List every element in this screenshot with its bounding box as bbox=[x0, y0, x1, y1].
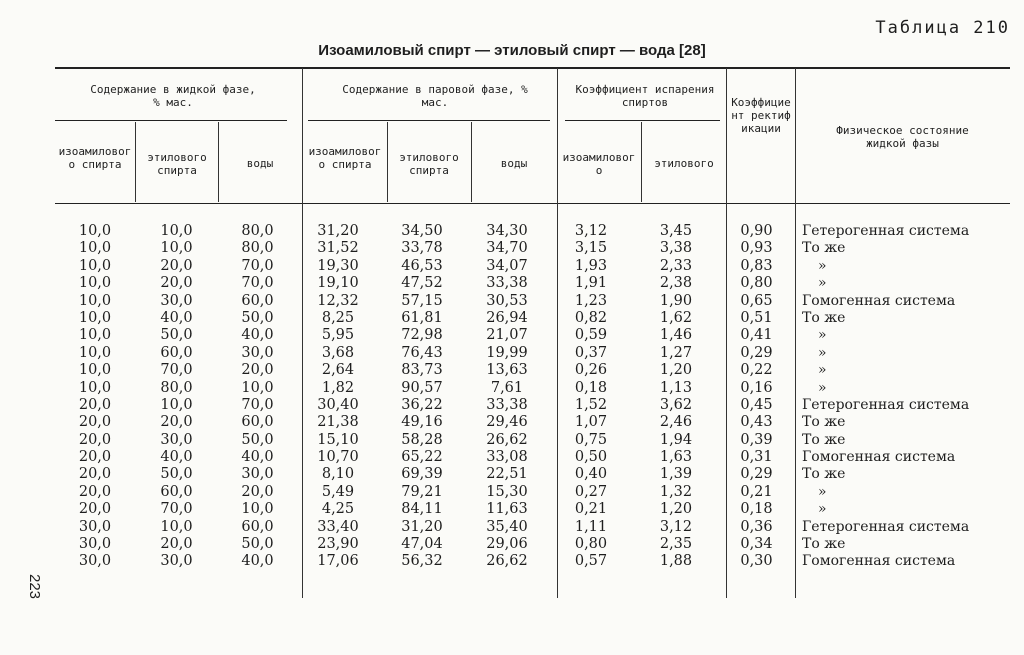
cell-liquid-isoamyl: 30,0 bbox=[78, 536, 112, 553]
header-liquid-ethyl: этилового спирта bbox=[147, 151, 207, 177]
cell-vapor-ethyl: 57,15 bbox=[401, 292, 443, 309]
cell-vapor-water: 26,62 bbox=[486, 431, 528, 448]
cell-vapor-water: 33,08 bbox=[486, 449, 528, 466]
header-evap-ethyl: этилового bbox=[654, 157, 714, 170]
group-rule-vapor bbox=[308, 120, 550, 121]
cell-state: » bbox=[818, 483, 827, 500]
cell-state: То же bbox=[802, 431, 846, 448]
cell-evap-ethyl: 2,35 bbox=[659, 536, 693, 553]
cell-vapor-ethyl: 84,11 bbox=[401, 501, 443, 518]
cell-vapor-isoamyl: 31,20 bbox=[317, 223, 359, 239]
cell-vapor-water: 35,40 bbox=[486, 518, 528, 535]
cell-evap-ethyl: 1,90 bbox=[659, 292, 693, 309]
cell-liquid-ethyl: 20,0 bbox=[160, 414, 193, 431]
cell-liquid-water: 20,0 bbox=[241, 362, 274, 379]
cell-evap-isoamyl: 3,12 bbox=[574, 223, 608, 239]
cell-vapor-water: 29,06 bbox=[486, 536, 528, 553]
cell-evap-ethyl: 3,45 bbox=[659, 223, 693, 239]
cell-rectification: 0,21 bbox=[740, 483, 773, 500]
cell-vapor-ethyl: 61,81 bbox=[401, 309, 443, 326]
cell-liquid-isoamyl: 20,0 bbox=[78, 501, 112, 518]
cell-liquid-isoamyl: 10,0 bbox=[78, 223, 112, 239]
cell-evap-ethyl: 2,46 bbox=[659, 414, 693, 431]
cell-liquid-water: 70,0 bbox=[241, 275, 274, 292]
cell-vapor-ethyl: 31,20 bbox=[401, 518, 443, 535]
cell-rectification: 0,93 bbox=[740, 240, 773, 257]
cell-liquid-water: 60,0 bbox=[241, 292, 274, 309]
cell-evap-isoamyl: 0,57 bbox=[574, 553, 608, 570]
cell-liquid-water: 40,0 bbox=[241, 327, 274, 344]
cell-liquid-water: 40,0 bbox=[241, 449, 274, 466]
cell-rectification: 0,16 bbox=[740, 379, 773, 396]
top-rule bbox=[55, 67, 1010, 69]
cell-vapor-water: 29,46 bbox=[486, 414, 528, 431]
cell-state: » bbox=[818, 257, 827, 274]
header-rectification: Коэффициент ректификации bbox=[731, 96, 791, 135]
cell-evap-isoamyl: 0,82 bbox=[574, 309, 608, 326]
cell-evap-ethyl: 1,94 bbox=[659, 431, 693, 448]
cell-liquid-ethyl: 10,0 bbox=[160, 240, 193, 257]
cell-liquid-isoamyl: 10,0 bbox=[78, 362, 112, 379]
cell-liquid-water: 20,0 bbox=[241, 483, 274, 500]
cell-liquid-isoamyl: 10,0 bbox=[78, 309, 112, 326]
cell-rectification: 0,29 bbox=[740, 466, 773, 483]
cell-vapor-water: 34,07 bbox=[486, 257, 528, 274]
cell-liquid-ethyl: 30,0 bbox=[160, 553, 193, 570]
cell-evap-ethyl: 1,62 bbox=[659, 309, 693, 326]
cell-state: Гомогенная система bbox=[802, 292, 956, 309]
cell-vapor-water: 19,99 bbox=[486, 344, 528, 361]
cell-vapor-isoamyl: 33,40 bbox=[317, 518, 359, 535]
cell-liquid-ethyl: 20,0 bbox=[160, 257, 193, 274]
cell-evap-isoamyl: 0,80 bbox=[574, 536, 608, 553]
cell-evap-ethyl: 1,32 bbox=[659, 483, 693, 500]
cell-liquid-water: 50,0 bbox=[241, 431, 274, 448]
cell-liquid-water: 70,0 bbox=[241, 257, 274, 274]
cell-vapor-water: 33,38 bbox=[486, 396, 528, 413]
cell-vapor-water: 22,51 bbox=[486, 466, 528, 483]
cell-vapor-isoamyl: 19,10 bbox=[317, 275, 359, 292]
cell-liquid-water: 60,0 bbox=[241, 414, 274, 431]
cell-vapor-ethyl: 90,57 bbox=[401, 379, 443, 396]
cell-vapor-ethyl: 49,16 bbox=[401, 414, 443, 431]
cell-vapor-ethyl: 47,04 bbox=[401, 536, 443, 553]
cell-rectification: 0,36 bbox=[740, 518, 773, 535]
cell-liquid-ethyl: 40,0 bbox=[160, 449, 193, 466]
cell-liquid-ethyl: 10,0 bbox=[160, 518, 193, 535]
cell-evap-isoamyl: 0,21 bbox=[574, 501, 608, 518]
cell-state: Гомогенная система bbox=[802, 553, 956, 570]
cell-vapor-ethyl: 79,21 bbox=[401, 483, 443, 500]
cell-vapor-isoamyl: 2,64 bbox=[321, 362, 355, 379]
cell-liquid-ethyl: 20,0 bbox=[160, 536, 193, 553]
cell-vapor-ethyl: 34,50 bbox=[401, 223, 443, 239]
cell-liquid-water: 40,0 bbox=[241, 553, 274, 570]
cell-rectification: 0,39 bbox=[740, 431, 773, 448]
cell-rectification: 0,30 bbox=[740, 553, 773, 570]
cell-state: » bbox=[818, 275, 827, 292]
cell-rectification: 0,18 bbox=[740, 501, 773, 518]
table-title: Изоамиловый спирт — этиловый спирт — вода [28] bbox=[318, 42, 706, 59]
group-rule-liquid bbox=[55, 120, 287, 121]
cell-vapor-isoamyl: 8,25 bbox=[321, 309, 355, 326]
cell-evap-isoamyl: 0,37 bbox=[574, 344, 608, 361]
cell-evap-ethyl: 2,33 bbox=[659, 257, 693, 274]
cell-liquid-ethyl: 30,0 bbox=[160, 431, 193, 448]
cell-vapor-isoamyl: 31,52 bbox=[317, 240, 359, 257]
cell-liquid-ethyl: 10,0 bbox=[160, 223, 193, 239]
cell-liquid-ethyl: 40,0 bbox=[160, 309, 193, 326]
cell-evap-ethyl: 2,38 bbox=[659, 275, 693, 292]
cell-evap-ethyl: 3,62 bbox=[659, 396, 693, 413]
group-rule-evap bbox=[565, 120, 720, 121]
cell-vapor-isoamyl: 1,82 bbox=[321, 379, 355, 396]
cell-evap-ethyl: 1,20 bbox=[659, 501, 693, 518]
cell-liquid-isoamyl: 10,0 bbox=[78, 275, 112, 292]
page-number: 223 bbox=[26, 573, 44, 600]
cell-rectification: 0,43 bbox=[740, 414, 773, 431]
cell-rectification: 0,45 bbox=[740, 396, 773, 413]
cell-liquid-ethyl: 30,0 bbox=[160, 292, 193, 309]
cell-vapor-isoamyl: 8,10 bbox=[321, 466, 355, 483]
column-divider bbox=[641, 122, 642, 202]
cell-state: То же bbox=[802, 309, 846, 326]
cell-vapor-water: 11,63 bbox=[486, 501, 528, 518]
cell-state: Гетерогенная система bbox=[802, 518, 970, 535]
cell-evap-isoamyl: 0,18 bbox=[574, 379, 608, 396]
cell-vapor-isoamyl: 12,32 bbox=[317, 292, 359, 309]
cell-evap-isoamyl: 1,11 bbox=[574, 518, 608, 535]
cell-evap-isoamyl: 0,59 bbox=[574, 327, 608, 344]
cell-evap-isoamyl: 1,91 bbox=[574, 275, 608, 292]
cell-evap-ethyl: 1,63 bbox=[659, 449, 693, 466]
header-bottom-rule bbox=[55, 203, 1010, 204]
header-evap-isoamyl: изоамилового bbox=[562, 151, 636, 177]
cell-vapor-isoamyl: 3,68 bbox=[321, 344, 355, 361]
cell-vapor-water: 26,62 bbox=[486, 553, 528, 570]
cell-vapor-water: 21,07 bbox=[486, 327, 528, 344]
cell-evap-ethyl: 3,38 bbox=[659, 240, 693, 257]
cell-vapor-isoamyl: 17,06 bbox=[317, 553, 359, 570]
cell-state: Гомогенная система bbox=[802, 449, 956, 466]
cell-liquid-ethyl: 60,0 bbox=[160, 344, 193, 361]
cell-liquid-water: 50,0 bbox=[241, 536, 274, 553]
cell-vapor-ethyl: 58,28 bbox=[401, 431, 443, 448]
cell-state: » bbox=[818, 379, 827, 396]
cell-state: То же bbox=[802, 466, 846, 483]
cell-vapor-water: 15,30 bbox=[486, 483, 528, 500]
cell-evap-ethyl: 1,46 bbox=[659, 327, 693, 344]
cell-rectification: 0,22 bbox=[740, 362, 773, 379]
cell-rectification: 0,51 bbox=[740, 309, 773, 326]
cell-liquid-water: 80,0 bbox=[241, 223, 274, 239]
cell-rectification: 0,90 bbox=[740, 223, 773, 239]
cell-liquid-water: 10,0 bbox=[241, 379, 274, 396]
cell-evap-isoamyl: 1,52 bbox=[574, 396, 608, 413]
column-divider bbox=[471, 122, 472, 202]
cell-rectification: 0,31 bbox=[740, 449, 773, 466]
cell-evap-isoamyl: 0,26 bbox=[574, 362, 608, 379]
cell-liquid-ethyl: 80,0 bbox=[160, 379, 193, 396]
cell-evap-ethyl: 3,12 bbox=[659, 518, 693, 535]
cell-vapor-water: 26,94 bbox=[486, 309, 528, 326]
cell-vapor-water: 30,53 bbox=[486, 292, 528, 309]
cell-state: » bbox=[818, 344, 827, 361]
header-liquid-isoamyl: изоамилового спирта bbox=[58, 145, 132, 171]
cell-liquid-isoamyl: 30,0 bbox=[78, 553, 112, 570]
header-state: Физическое состояние жидкой фазы bbox=[836, 124, 969, 150]
cell-liquid-isoamyl: 10,0 bbox=[78, 257, 112, 274]
cell-vapor-ethyl: 69,39 bbox=[401, 466, 443, 483]
cell-vapor-water: 13,63 bbox=[486, 362, 528, 379]
cell-liquid-ethyl: 10,0 bbox=[160, 396, 193, 413]
cell-liquid-isoamyl: 10,0 bbox=[78, 344, 112, 361]
cell-rectification: 0,80 bbox=[740, 275, 773, 292]
cell-vapor-ethyl: 72,98 bbox=[401, 327, 443, 344]
cell-state: » bbox=[818, 327, 827, 344]
cell-state: То же bbox=[802, 240, 846, 257]
cell-vapor-isoamyl: 19,30 bbox=[317, 257, 359, 274]
cell-liquid-isoamyl: 10,0 bbox=[78, 292, 112, 309]
cell-vapor-ethyl: 76,43 bbox=[401, 344, 443, 361]
cell-evap-isoamyl: 1,93 bbox=[574, 257, 608, 274]
cell-rectification: 0,83 bbox=[740, 257, 773, 274]
cell-evap-isoamyl: 0,27 bbox=[574, 483, 608, 500]
cell-vapor-ethyl: 56,32 bbox=[401, 553, 443, 570]
cell-liquid-isoamyl: 20,0 bbox=[78, 414, 112, 431]
cell-liquid-isoamyl: 10,0 bbox=[78, 240, 112, 257]
cell-state: То же bbox=[802, 414, 846, 431]
cell-evap-isoamyl: 1,07 bbox=[574, 414, 608, 431]
cell-vapor-water: 7,61 bbox=[490, 379, 524, 396]
cell-rectification: 0,65 bbox=[740, 292, 773, 309]
cell-state: То же bbox=[802, 536, 846, 553]
cell-liquid-isoamyl: 10,0 bbox=[78, 379, 112, 396]
cell-liquid-water: 80,0 bbox=[241, 240, 274, 257]
cell-vapor-isoamyl: 5,49 bbox=[321, 483, 355, 500]
header-liquid-group: Содержание в жидкой фазе, % мас. bbox=[90, 83, 256, 109]
cell-evap-ethyl: 1,27 bbox=[659, 344, 693, 361]
cell-vapor-ethyl: 36,22 bbox=[401, 396, 443, 413]
cell-rectification: 0,29 bbox=[740, 344, 773, 361]
cell-vapor-isoamyl: 30,40 bbox=[317, 396, 359, 413]
cell-liquid-ethyl: 20,0 bbox=[160, 275, 193, 292]
cell-vapor-isoamyl: 21,38 bbox=[317, 414, 359, 431]
cell-evap-ethyl: 1,13 bbox=[659, 379, 693, 396]
cell-liquid-isoamyl: 20,0 bbox=[78, 396, 112, 413]
cell-evap-isoamyl: 0,75 bbox=[574, 431, 608, 448]
cell-vapor-isoamyl: 5,95 bbox=[321, 327, 355, 344]
cell-rectification: 0,34 bbox=[740, 536, 773, 553]
cell-vapor-ethyl: 33,78 bbox=[401, 240, 443, 257]
column-divider bbox=[135, 122, 136, 202]
cell-vapor-water: 33,38 bbox=[486, 275, 528, 292]
cell-liquid-isoamyl: 10,0 bbox=[78, 327, 112, 344]
column-divider bbox=[218, 122, 219, 202]
table-label: Таблица 210 bbox=[875, 18, 1010, 38]
header-vapor-isoamyl: изоамилового спирта bbox=[308, 145, 382, 171]
cell-vapor-water: 34,30 bbox=[486, 223, 528, 239]
cell-vapor-ethyl: 47,52 bbox=[401, 275, 443, 292]
header-vapor-water: воды bbox=[500, 157, 528, 170]
cell-liquid-water: 10,0 bbox=[241, 501, 274, 518]
cell-vapor-isoamyl: 4,25 bbox=[321, 501, 355, 518]
cell-liquid-water: 60,0 bbox=[241, 518, 274, 535]
cell-vapor-water: 34,70 bbox=[486, 240, 528, 257]
cell-state: » bbox=[818, 501, 827, 518]
cell-vapor-ethyl: 46,53 bbox=[401, 257, 443, 274]
cell-evap-ethyl: 1,88 bbox=[659, 553, 693, 570]
cell-evap-isoamyl: 1,23 bbox=[574, 292, 608, 309]
header-vapor-group: Содержание в паровой фазе, % мас. bbox=[342, 83, 528, 109]
cell-vapor-isoamyl: 15,10 bbox=[317, 431, 359, 448]
cell-liquid-isoamyl: 20,0 bbox=[78, 483, 112, 500]
cell-state: Гетерогенная система bbox=[802, 223, 970, 239]
cell-liquid-water: 50,0 bbox=[241, 309, 274, 326]
cell-vapor-isoamyl: 10,70 bbox=[317, 449, 359, 466]
cell-liquid-isoamyl: 20,0 bbox=[78, 431, 112, 448]
cell-liquid-water: 70,0 bbox=[241, 396, 274, 413]
cell-vapor-ethyl: 65,22 bbox=[401, 449, 443, 466]
cell-liquid-isoamyl: 30,0 bbox=[78, 518, 112, 535]
cell-state: » bbox=[818, 362, 827, 379]
cell-vapor-isoamyl: 23,90 bbox=[317, 536, 359, 553]
cell-liquid-water: 30,0 bbox=[241, 466, 274, 483]
cell-evap-isoamyl: 0,40 bbox=[574, 466, 608, 483]
header-vapor-ethyl: этилового спирта bbox=[399, 151, 459, 177]
cell-evap-ethyl: 1,20 bbox=[659, 362, 693, 379]
cell-liquid-ethyl: 60,0 bbox=[160, 483, 193, 500]
cell-liquid-ethyl: 50,0 bbox=[160, 327, 193, 344]
cell-evap-ethyl: 1,39 bbox=[659, 466, 693, 483]
cell-liquid-water: 30,0 bbox=[241, 344, 274, 361]
cell-liquid-ethyl: 70,0 bbox=[160, 362, 193, 379]
cell-liquid-ethyl: 70,0 bbox=[160, 501, 193, 518]
cell-liquid-isoamyl: 20,0 bbox=[78, 449, 112, 466]
column-divider bbox=[387, 122, 388, 202]
cell-liquid-isoamyl: 20,0 bbox=[78, 466, 112, 483]
cell-evap-isoamyl: 0,50 bbox=[574, 449, 608, 466]
cell-rectification: 0,41 bbox=[740, 327, 773, 344]
cell-vapor-ethyl: 83,73 bbox=[401, 362, 443, 379]
header-evap-group: Коэффициент испарения спиртов bbox=[575, 83, 715, 109]
cell-liquid-ethyl: 50,0 bbox=[160, 466, 193, 483]
data-table bbox=[55, 223, 996, 571]
cell-evap-isoamyl: 3,15 bbox=[574, 240, 608, 257]
cell-state: Гетерогенная система bbox=[802, 396, 970, 413]
header-liquid-water: воды bbox=[246, 157, 274, 170]
